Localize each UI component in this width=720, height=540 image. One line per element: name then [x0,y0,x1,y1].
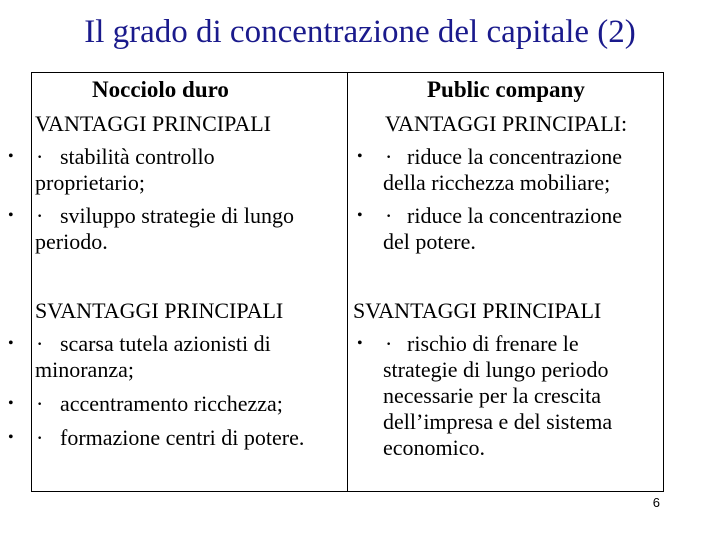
right-disadvantage-item-cont: dell’impresa e del sistema [383,409,613,434]
inner-bullet-icon: · [385,144,393,169]
slide-number: 6 [652,495,660,510]
right-disadvantages-heading: SVANTAGGI PRINCIPALI [353,298,602,323]
inner-bullet-icon: · [36,144,44,169]
right-disadvantage-item-cont: strategie di lungo periodo [383,357,609,382]
right-disadvantage-item: rischio di frenare le [407,331,579,356]
inner-bullet-icon: · [385,331,393,356]
inner-bullet-icon: · [36,425,44,450]
left-advantage-item: stabilità controllo [60,144,215,169]
right-advantage-item: riduce la concentrazione [407,144,622,169]
right-advantages-heading: VANTAGGI PRINCIPALI: [385,111,628,136]
left-disadvantages-heading: SVANTAGGI PRINCIPALI [35,298,284,323]
left-disadvantage-item-cont: minoranza; [35,357,134,382]
bullet-icon: • [357,335,363,352]
inner-bullet-icon: · [36,391,44,416]
right-advantage-item-cont: del potere. [383,229,476,254]
left-disadvantage-item: accentramento ricchezza; [60,391,283,416]
column-divider [347,72,348,492]
bullet-icon: • [8,395,14,412]
inner-bullet-icon: · [385,203,393,228]
bullet-icon: • [8,429,14,446]
left-disadvantage-item: formazione centri di potere. [60,425,305,450]
left-disadvantage-item: scarsa tutela azionisti di [60,331,271,356]
left-advantages-heading: VANTAGGI PRINCIPALI [35,111,271,136]
slide-title: Il grado di concentrazione del capitale (2) [84,14,636,50]
bullet-icon: • [357,148,363,165]
bullet-icon: • [357,207,363,224]
left-column-header: Nocciolo duro [92,77,229,102]
left-advantage-item-cont: periodo. [35,229,108,254]
bullet-icon: • [8,207,14,224]
bullet-icon: • [8,148,14,165]
right-disadvantage-item-cont: economico. [383,435,486,460]
bullet-icon: • [8,335,14,352]
left-advantage-item-cont: proprietario; [35,170,145,195]
inner-bullet-icon: · [36,331,44,356]
right-column-header: Public company [427,77,585,102]
right-disadvantage-item-cont: necessarie per la crescita [383,383,602,408]
right-advantage-item: riduce la concentrazione [407,203,622,228]
left-advantage-item: sviluppo strategie di lungo [60,203,295,228]
right-advantage-item-cont: della ricchezza mobiliare; [383,170,611,195]
inner-bullet-icon: · [36,203,44,228]
